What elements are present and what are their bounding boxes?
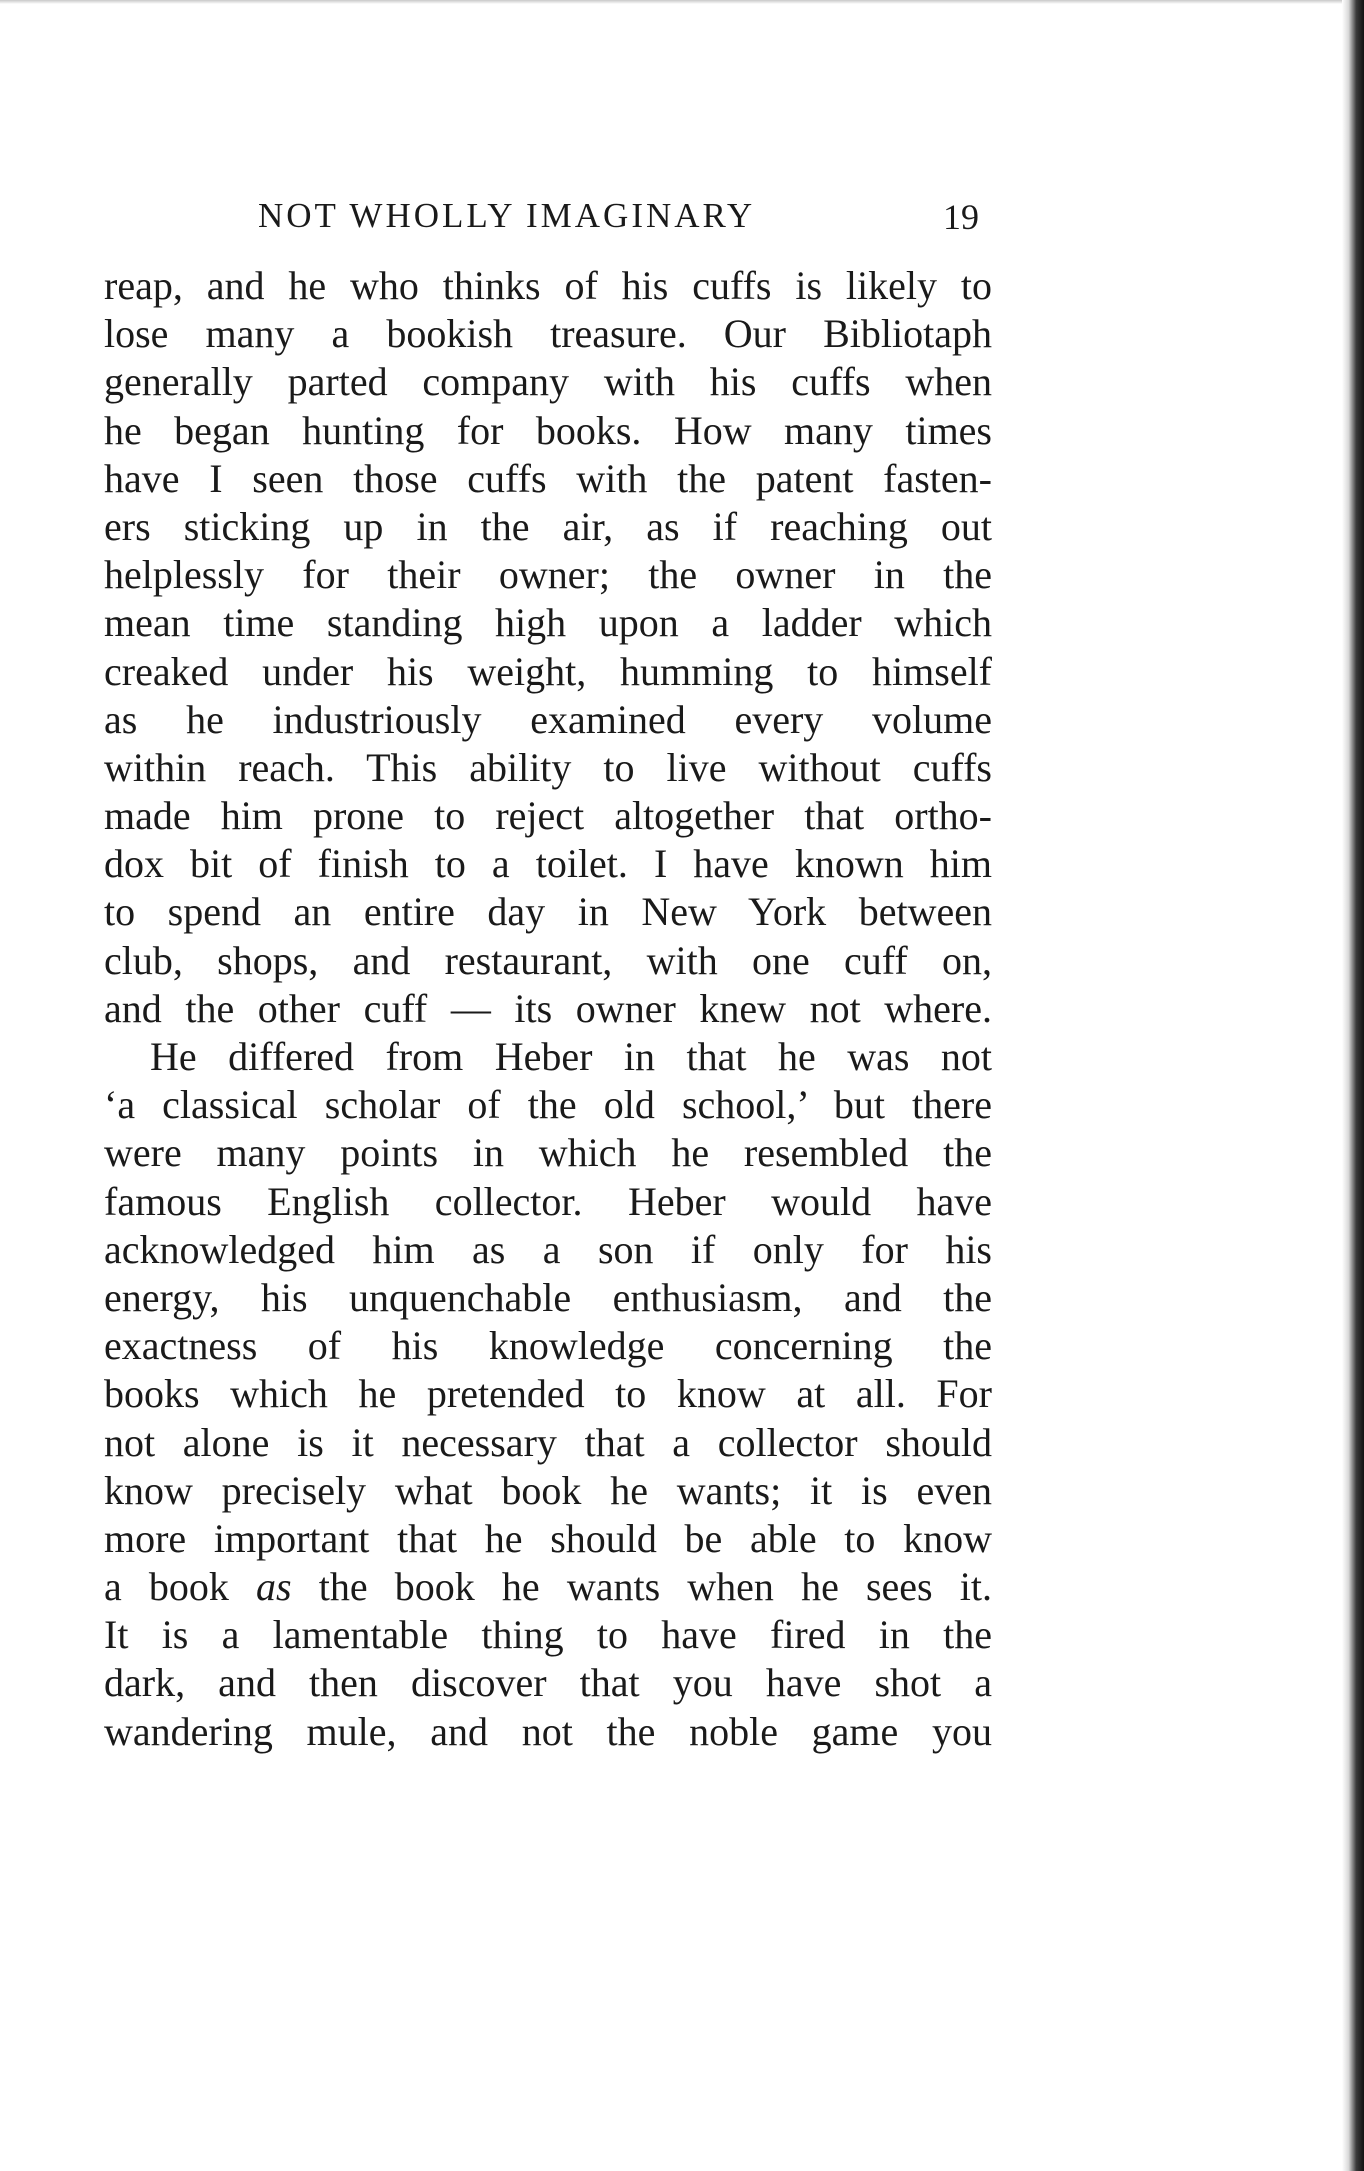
text-line: ers sticking up in the air, as if reaching out <box>104 503 992 549</box>
scan-binding-edge <box>1342 0 1364 2171</box>
text-line: dox bit of finish to a toilet. I have known him <box>104 841 992 887</box>
text-line: as he industriously examined every volume <box>104 696 992 742</box>
text-line: ‘a classical scholar of the old school,’ but there <box>104 1082 992 1128</box>
text-line: helplessly for their owner; the owner in the <box>104 552 992 598</box>
text-line: were many points in which he resembled the <box>104 1130 992 1176</box>
text-line: club, shops, and restaurant, with one cuff on, <box>104 937 992 983</box>
italic-word: as <box>256 1564 292 1610</box>
text-line-with-italic <box>104 1563 992 1611</box>
text-line: mean time standing high upon a ladder which <box>104 600 992 646</box>
page-number: 19 <box>943 197 979 237</box>
text-line: within reach. This ability to live without cuffs <box>104 744 992 790</box>
text-line: made him prone to reject altogether that ortho- <box>104 793 992 839</box>
scan-top-edge <box>0 0 1364 4</box>
text-line: lose many a bookish treasure. Our Bibliotaph <box>104 311 992 357</box>
body-text <box>104 262 992 1756</box>
line-segment: a book <box>104 1564 257 1610</box>
text-line: energy, his unquenchable enthusiasm, and the <box>104 1274 992 1320</box>
text-line: and the other cuff — its owner knew not where. <box>104 985 992 1031</box>
text-line: It is a lamentable thing to have fired in the <box>104 1612 992 1658</box>
text-line: have I seen those cuffs with the patent fasten- <box>104 455 992 501</box>
text-line: He differed from Heber in that he was not <box>150 1034 992 1079</box>
text-line: generally parted company with his cuffs when <box>104 359 992 405</box>
paragraph-1 <box>104 262 992 1033</box>
text-line: not alone is it necessary that a collector should <box>104 1419 992 1465</box>
text-line: exactness of his knowledge concerning the <box>104 1323 992 1369</box>
text-line: wandering mule, and not the noble game you <box>104 1708 992 1754</box>
running-title: NOT WHOLLY IMAGINARY <box>258 196 756 235</box>
text-line: know precisely what book he wants; it is even <box>104 1467 992 1513</box>
text-line: famous English collector. Heber would have <box>104 1178 992 1224</box>
text-line: books which he pretended to know at all. For <box>104 1371 992 1417</box>
text-line: more important that he should be able to know <box>104 1515 992 1561</box>
text-line: to spend an entire day in New York between <box>104 889 992 935</box>
text-line: acknowledged him as a son if only for his <box>104 1226 992 1272</box>
page-header <box>108 196 990 246</box>
paragraph-2 <box>104 1033 992 1756</box>
line-segment: the book he wants when he sees it. <box>291 1564 992 1610</box>
text-line: he began hunting for books. How many times <box>104 407 992 453</box>
text-line: dark, and then discover that you have shot a <box>104 1660 992 1706</box>
text-line: creaked under his weight, humming to himself <box>104 648 992 694</box>
text-line: reap, and he who thinks of his cuffs is likely to <box>104 263 992 308</box>
